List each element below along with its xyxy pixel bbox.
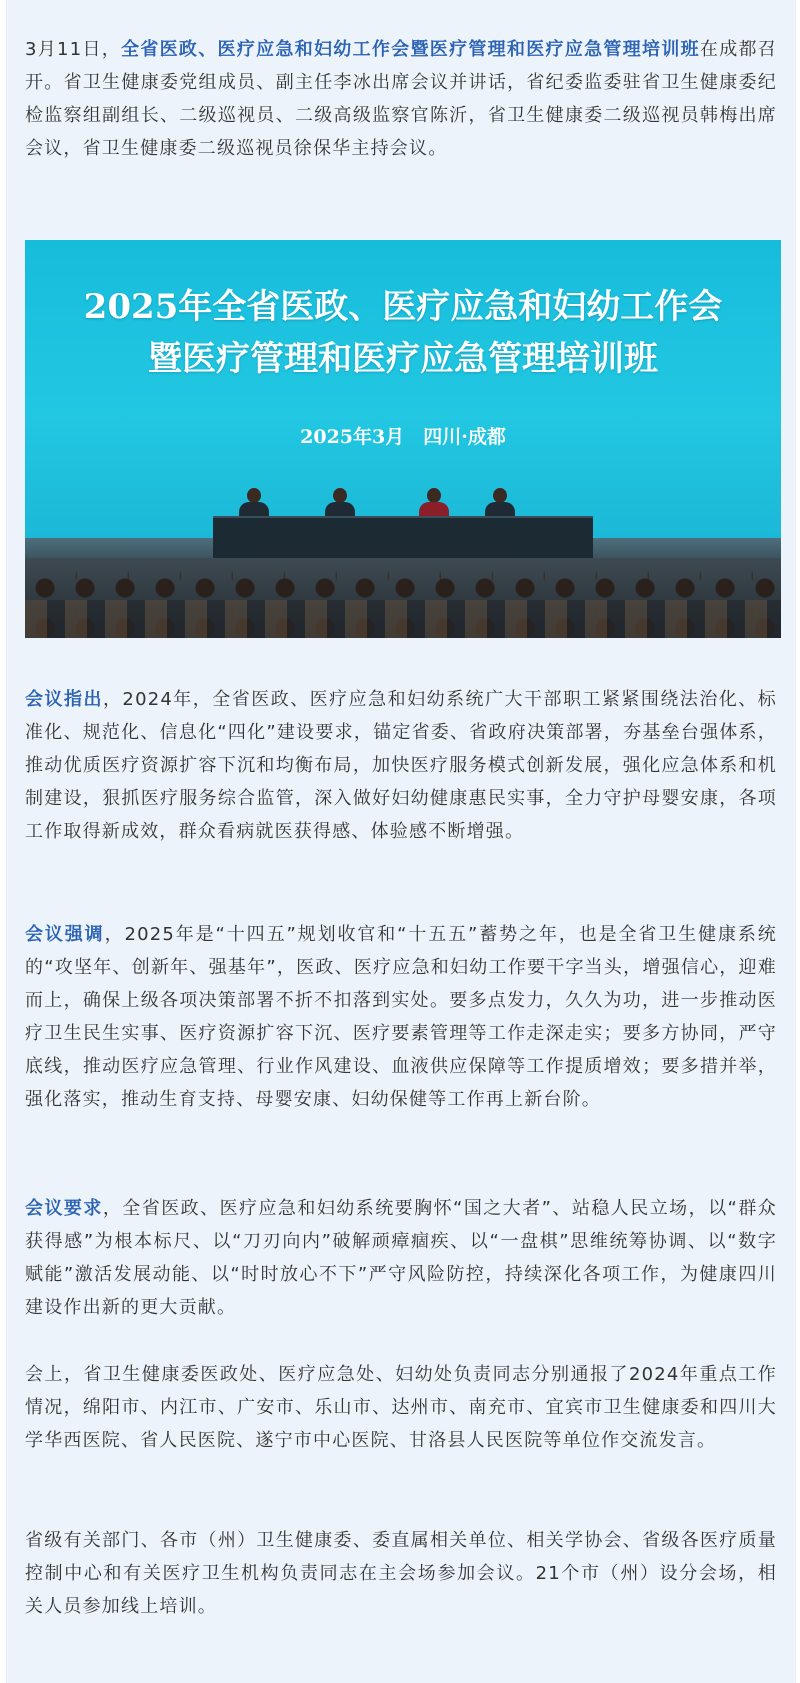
article-page [6, 0, 796, 1683]
podium-table [213, 516, 593, 562]
keyword-pointed-out: 会议指出 [25, 689, 103, 710]
paragraph-text: ，2025年是“十四五”规划收官和“十五五”蓄势之年，也是全省卫生健康系统的“攻坚年、创新年、强基年”，医政、医疗应急和妇幼工作要干字当头，增强信心，迎难而上，确保上级各项决策部署不折不扣落到实处。要多点发力，久久为功，进一步推动医疗卫生民生实事、医疗资源扩容下沉、医疗要素管理等工作走深走实；要多方协同，严守底线，推动医疗应急管理、行业作风建设、血液供应保障等工作提质增效；要多措并举，强化落实，推动生育支持、母婴安康、妇幼保健等工作再上新台阶。 [25, 924, 777, 1110]
intro-paragraph [25, 33, 777, 165]
intro-date: 3月11日， [25, 39, 122, 60]
meeting-name-highlight: 全省医政、医疗应急和妇幼工作会暨医疗管理和医疗应急管理培训班 [121, 39, 700, 60]
paragraph-text: ，全省医政、医疗应急和妇幼系统要胸怀“国之大者”、站稳人民立场，以“群众获得感”为根本标尺、以“刀刃向内”破解顽瘴痼疾、以“一盘棋”思维统筹协调、以“数字赋能”激活发展动能、以“时时放心不下”严守风险防控，持续深化各项工作，为健康四川建设作出新的更大贡献。 [25, 1198, 777, 1318]
paragraph-attendees: 省级有关部门、各市（州）卫生健康委、委直属相关单位、相关学协会、省级各医疗质量控制中心和有关医疗卫生机构负责同志在主会场参加会议。21个市（州）设分会场，相关人员参加线上培训。 [25, 1530, 777, 1617]
intro-text: 在成都召开。省卫生健康委党组成员、副主任李冰出席会议并讲话，省纪委监委驻省卫生健康委纪检监察组副组长、二级巡视员、二级高级监察官陈沂，省卫生健康委二级巡视员韩梅出席会议，省卫生健康委二级巡视员徐保华主持会议。 [25, 39, 777, 159]
screen-title-line-1: 2025年全省医政、医疗应急和妇幼工作会 [83, 287, 723, 327]
keyword-required: 会议要求 [25, 1198, 103, 1219]
paragraph-text: ，2024年，全省医政、医疗应急和妇幼系统广大干部职工紧紧围绕法治化、标准化、规范化、信息化“四化”建设要求，锚定省委、省政府决策部署，夯基垒台强体系，推动优质医疗资源扩容下沉和均衡布局，加快医疗服务模式创新发展，强化应急体系和机制建设，狠抓医疗服务综合监管，深入做好妇幼健康惠民实事，全力守护母婴安康，各项工作取得新成效，群众看病就医获得感、体验感不断增强。 [25, 689, 777, 842]
audience-chairs [25, 600, 781, 638]
paragraph-pointed-out [25, 683, 777, 848]
screen-title-line-2: 暨医疗管理和医疗应急管理培训班 [148, 339, 658, 379]
paragraph-emphasized [25, 918, 777, 1116]
paragraph-reports: 会上，省卫生健康委医政处、医疗应急处、妇幼处负责同志分别通报了2024年重点工作情况，绵阳市、内江市、广安市、乐山市、达州市、南充市、宜宾市卫生健康委和四川大学华西医院、省人民医院、遂宁市中心医院、甘洛县人民医院等单位作交流发言。 [25, 1364, 777, 1451]
screen-date-place: 2025年3月 四川·成都 [300, 426, 506, 448]
keyword-emphasized: 会议强调 [25, 924, 105, 945]
stage-screen [25, 240, 781, 558]
meeting-photo [25, 240, 781, 638]
paragraph-required [25, 1192, 777, 1324]
